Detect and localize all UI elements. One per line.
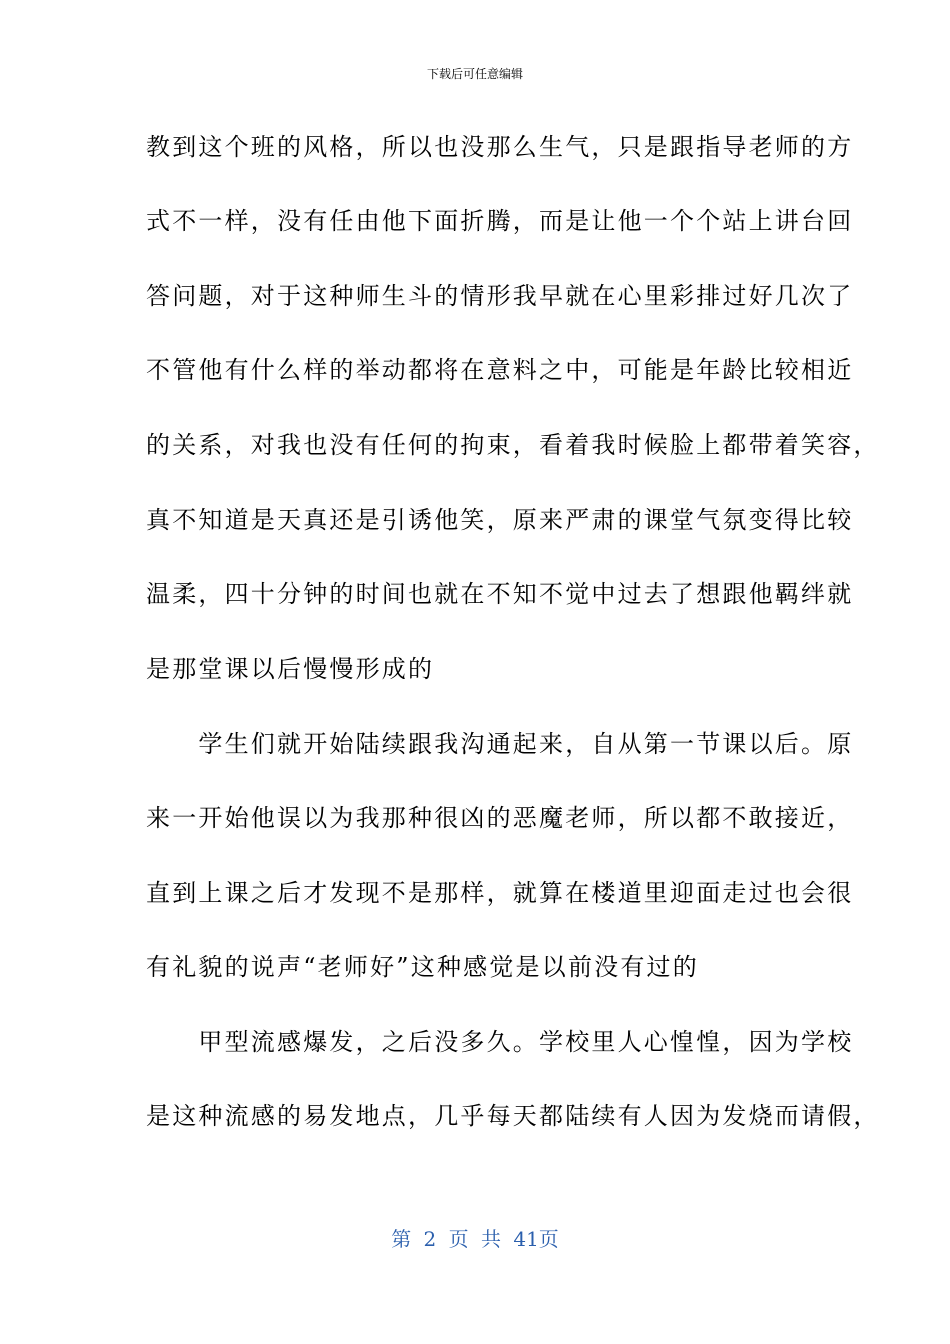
text-line: 来一开始他误以为我那种很凶的恶魔老师，所以都不敢接近，	[146, 804, 854, 832]
text-line: 甲型流感爆发，之后没多久。学校里人心惶惶，因为学校	[146, 1028, 854, 1056]
text-line: 的关系，对我也没有任何的拘束，看着我时候脸上都带着笑容，	[146, 431, 880, 459]
text-line: 真不知道是天真还是引诱他笑，原来严肃的课堂气氛变得比较	[146, 506, 854, 534]
text-line: 是这种流感的易发地点，几乎每天都陆续有人因为发烧而请假，	[146, 1102, 880, 1130]
text-line: 教到这个班的风格，所以也没那么生气，只是跟指导老师的方	[146, 133, 854, 161]
text-line: 有礼貌的说声“老师好”这种感觉是以前没有过的	[146, 953, 699, 981]
page-number: 第 2 页 共 41页	[391, 1227, 559, 1251]
text-line: 温柔，四十分钟的时间也就在不知不觉中过去了想跟他羁绊就	[146, 580, 854, 608]
text-line: 答问题，对于这种师生斗的情形我早就在心里彩排过好几次了	[146, 282, 854, 310]
text-line: 不管他有什么样的举动都将在意料之中，可能是年龄比较相近	[146, 356, 854, 384]
text-line: 式不一样，没有任由他下面折腾，而是让他一个个站上讲台回	[146, 207, 854, 235]
text-line: 直到上课之后才发现不是那样，就算在楼道里迎面走过也会很	[146, 879, 854, 907]
text-line: 是那堂课以后慢慢形成的	[146, 655, 435, 683]
page-header: 下载后可任意编辑	[426, 67, 523, 81]
text-line: 学生们就开始陆续跟我沟通起来，自从第一节课以后。原	[146, 730, 854, 758]
